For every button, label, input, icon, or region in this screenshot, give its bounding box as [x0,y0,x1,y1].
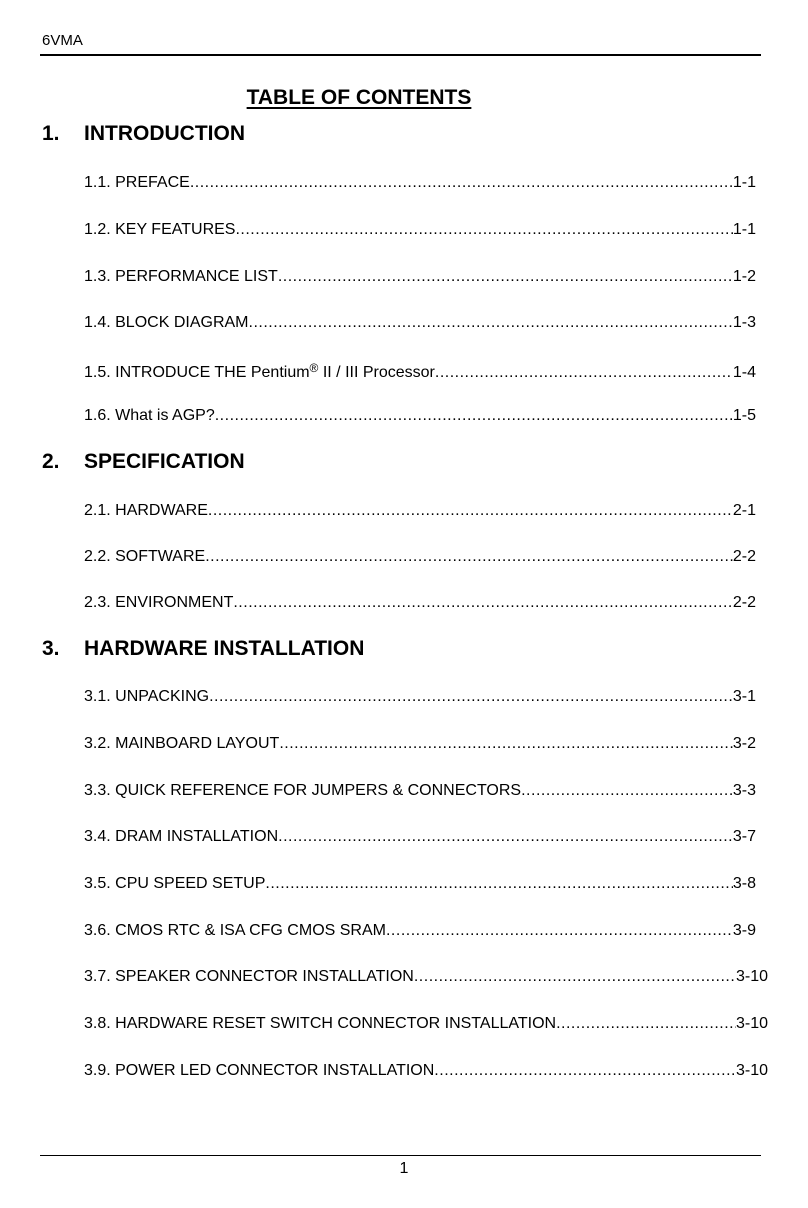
dot-leader [414,968,736,986]
toc-entry-page: 3-7 [732,828,756,845]
toc-entry[interactable] [84,922,756,944]
toc-entry-page: 1-1 [732,221,756,238]
toc-entry-label: 1.6. What is AGP? [84,407,215,424]
dot-leader [521,782,733,800]
toc-entry[interactable] [84,735,756,757]
toc-entry-page: 3-10 [735,1062,768,1079]
chapter-number: 2. [42,450,60,473]
toc-entry[interactable] [84,548,756,570]
toc-entry-label: 3.1. UNPACKING [84,688,210,705]
toc-entry-page: 3-3 [732,782,756,799]
toc-entry-label-post: II / III Processor [318,364,435,381]
dot-leader [209,688,733,706]
toc-entry-page: 3-8 [732,875,756,892]
toc-entry-page: 3-2 [732,735,756,752]
toc-entry[interactable] [84,594,756,616]
toc-title: TABLE OF CONTENTS [246,86,472,109]
toc-entry-label: 2.2. SOFTWARE [84,548,206,565]
dot-leader [215,407,733,425]
toc-entry-label [84,361,435,382]
toc-entry-page: 1-2 [732,268,756,285]
toc-entry[interactable] [84,1015,768,1037]
toc-entry-label: 3.5. CPU SPEED SETUP [84,875,266,892]
toc-entry-label: 3.9. POWER LED CONNECTOR INSTALLATION [84,1062,435,1079]
footer-rule [40,1155,761,1156]
toc-entry[interactable] [84,314,756,336]
toc-entry-label: 3.3. QUICK REFERENCE FOR JUMPERS & CONNECTORS [84,782,522,799]
dot-leader [265,875,732,893]
toc-entry[interactable] [84,968,768,990]
toc-entry[interactable] [84,174,756,196]
toc-entry[interactable] [84,828,756,850]
toc-entry-page: 2-1 [732,502,756,519]
toc-entry-label: 1.4. BLOCK DIAGRAM [84,314,249,331]
toc-entry[interactable] [84,1062,768,1084]
toc-entry-label: 1.2. KEY FEATURES [84,221,236,238]
chapter-heading [42,122,245,146]
dot-leader [190,174,733,192]
toc-entry-page: 2-2 [732,548,756,565]
toc-entry[interactable] [84,502,756,524]
toc-entry-page: 3-9 [732,922,756,939]
toc-entry[interactable] [84,875,756,897]
toc-entry-label: 1.3. PERFORMANCE LIST [84,268,278,285]
dot-leader [279,735,733,753]
toc-entry[interactable] [84,407,756,429]
toc-entry-label: 3.6. CMOS RTC & ISA CFG CMOS SRAM [84,922,386,939]
chapter-title: INTRODUCTION [84,122,245,145]
running-header: 6VMA [42,32,83,49]
dot-leader [278,828,733,846]
toc-entry[interactable] [84,782,756,804]
dot-leader [233,594,733,612]
dot-leader [235,221,732,239]
toc-entry-page: 1-4 [732,364,756,381]
toc-entry-page: 3-10 [735,968,768,985]
toc-entry-page: 3-10 [735,1015,768,1032]
chapter-title: HARDWARE INSTALLATION [84,637,365,660]
dot-leader [435,364,733,382]
toc-entry-page: 1-5 [732,407,756,424]
registered-mark: ® [309,361,319,375]
chapter-title: SPECIFICATION [84,450,245,473]
toc-entry-label: 3.4. DRAM INSTALLATION [84,828,279,845]
toc-entry-label: 3.7. SPEAKER CONNECTOR INSTALLATION [84,968,414,985]
toc-entry[interactable] [84,268,756,290]
toc-entry-label-pre: 1.5. INTRODUCE THE Pentium [84,364,310,381]
toc-entry[interactable] [84,361,756,383]
dot-leader [556,1015,736,1033]
toc-entry-label: 2.1. HARDWARE [84,502,208,519]
toc-entry-label: 3.8. HARDWARE RESET SWITCH CONNECTOR INSTALLATION [84,1015,557,1032]
toc-entry[interactable] [84,688,756,710]
toc-entry-label: 3.2. MAINBOARD LAYOUT [84,735,280,752]
chapter-number: 3. [42,637,60,660]
page-number: 1 [399,1160,409,1177]
toc-entry-page: 1-3 [732,314,756,331]
toc-entry-page: 1-1 [732,174,756,191]
toc-entry-page: 3-1 [732,688,756,705]
chapter-number: 1. [42,122,60,145]
toc-entry-label: 2.3. ENVIRONMENT [84,594,234,611]
dot-leader [208,502,733,520]
chapter-heading [42,637,364,661]
header-rule [40,54,761,56]
dot-leader [386,922,733,940]
dot-leader [249,314,733,332]
chapter-heading [42,450,245,474]
dot-leader [434,1062,736,1080]
toc-entry-label: 1.1. PREFACE [84,174,190,191]
dot-leader [278,268,733,286]
toc-entry[interactable] [84,221,756,243]
toc-entry-page: 2-2 [732,594,756,611]
dot-leader [205,548,733,566]
